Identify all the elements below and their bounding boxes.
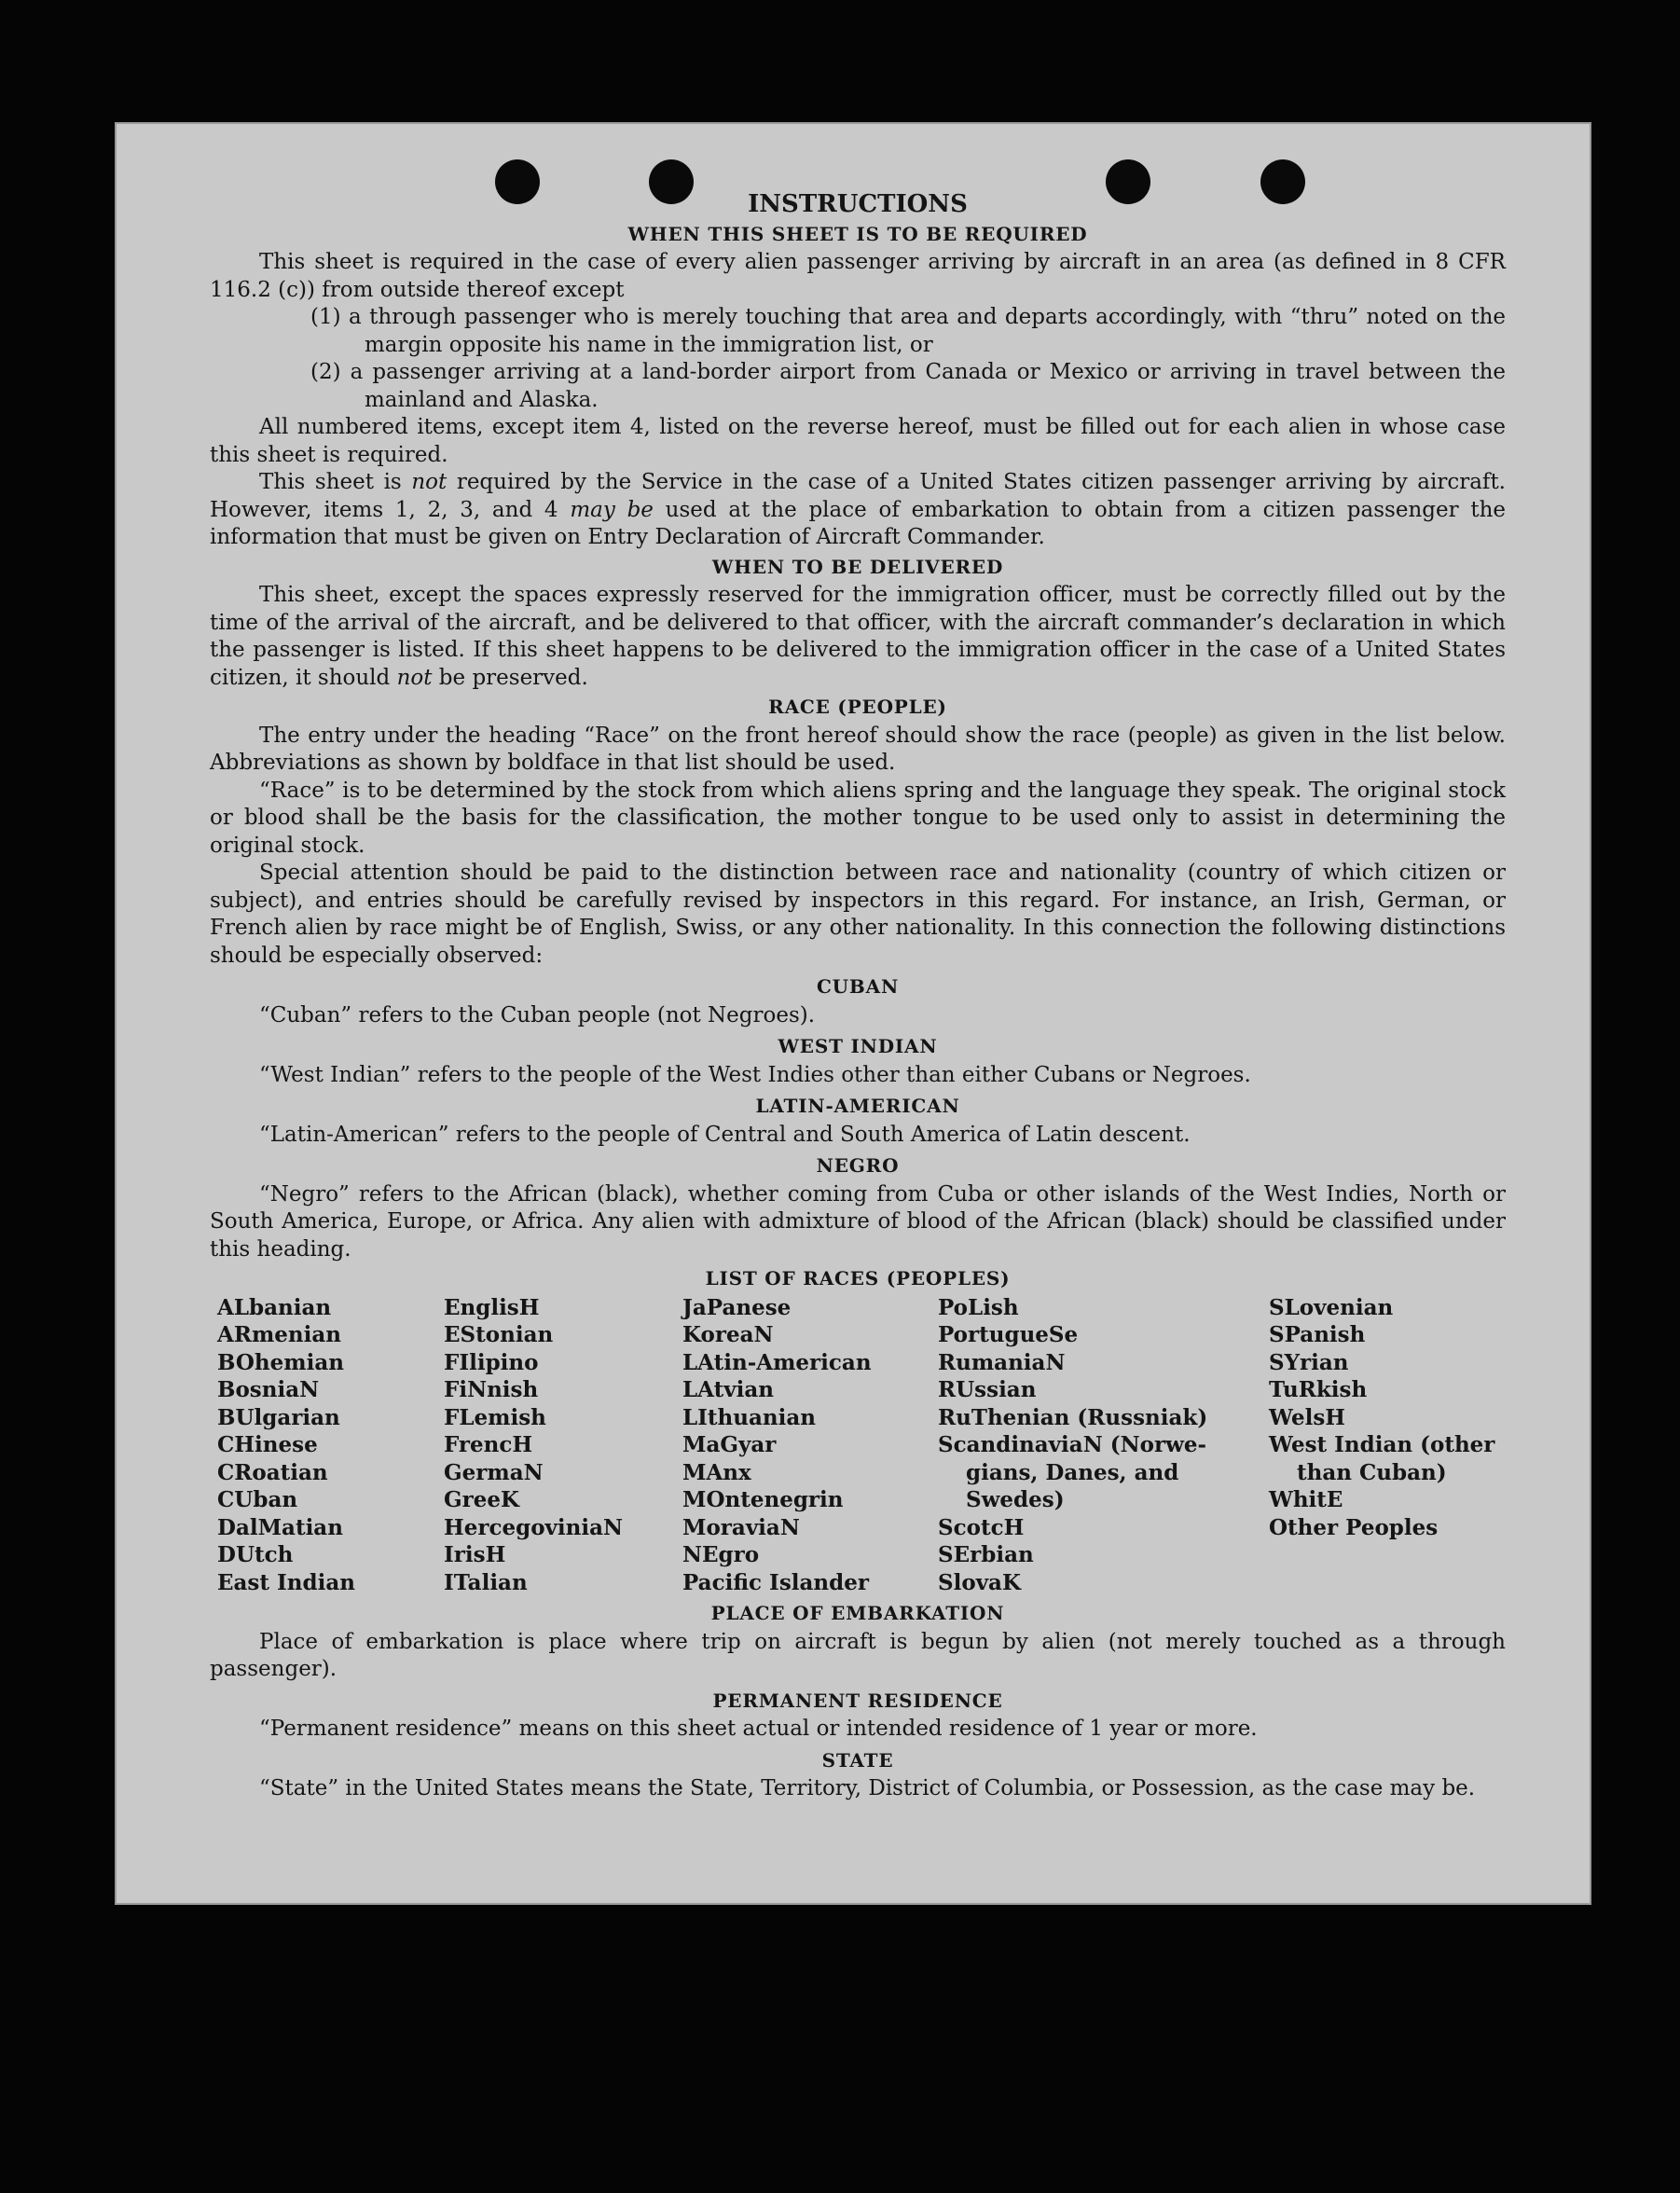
race-item: than Cuban) <box>1297 1459 1447 1485</box>
section-heading: WHEN THIS SHEET IS TO BE REQUIRED <box>627 222 1088 245</box>
race-item: RUssian <box>938 1377 1037 1402</box>
race-item: MoraviaN <box>682 1514 800 1540</box>
race-item: PoLish <box>938 1294 1019 1320</box>
race-item: ScotcH <box>938 1514 1025 1540</box>
exception-item: (1) a through passenger who is merely touching that area and departs accordingly, with “thru” noted on the margin opposite his name in the immigration list, or <box>310 305 1506 357</box>
race-item: WelsH <box>1269 1404 1346 1430</box>
race-item: Other Peoples <box>1269 1514 1439 1540</box>
race-item: MOntenegrin <box>682 1487 844 1512</box>
race-item: FIlipino <box>444 1349 539 1375</box>
page-title: INSTRUCTIONS <box>748 190 968 218</box>
race-item: KoreaN <box>682 1322 774 1347</box>
race-item: CRoatian <box>217 1459 328 1485</box>
race-item: BosniaN <box>217 1377 320 1402</box>
race-item: ALbanian <box>217 1294 332 1320</box>
section-heading: NEGRO <box>816 1154 900 1177</box>
race-column <box>682 1294 938 1597</box>
race-item: Pacific Islander <box>682 1569 869 1595</box>
section-heading: STATE <box>821 1748 894 1772</box>
race-item: EStonian <box>444 1322 554 1347</box>
section-heading: LATIN-AMERICAN <box>755 1095 960 1117</box>
race-item: FiNnish <box>444 1377 539 1402</box>
section-heading: PLACE OF EMBARKATION <box>710 1602 1005 1624</box>
paragraph: Special attention should be paid to the distinction between race and nationality (country of which citizen or subject), and entries should be carefully revised by inspectors in this regard. For instance, an Irish, German, or French alien by race might be of English, Swiss, or any other nationality. In this connection the following distinctions should be especially observed: <box>210 861 1506 968</box>
race-item: gians, Danes, and <box>966 1459 1179 1485</box>
race-item: ARmenian <box>217 1322 342 1347</box>
paragraph: Place of embarkation is place where trip on aircraft is begun by alien (not merely touched as a through passenger). <box>210 1629 1506 1681</box>
race-column <box>444 1294 682 1597</box>
race-item: EnglisH <box>444 1294 540 1320</box>
paragraph: This sheet is required in the case of every alien passenger arriving by aircraft in an area (as defined in 8 CFR 116.2 (c)) from outside thereof except <box>210 250 1506 302</box>
paragraph: “Cuban” refers to the Cuban people (not Negroes). <box>259 1002 816 1028</box>
section-heading: WHEN TO BE DELIVERED <box>711 555 1004 578</box>
race-item: RuThenian (Russniak) <box>938 1404 1208 1430</box>
race-item: TuRkish <box>1269 1377 1368 1402</box>
instructions-body <box>210 191 1506 1803</box>
race-item: Swedes) <box>966 1487 1065 1512</box>
race-item: BUlgarian <box>217 1404 340 1430</box>
paragraph: This sheet, except the spaces expressly reserved for the immigration officer, must be correctly filled out by the time of the arrival of the aircraft, and be delivered to that officer, with the aircraft commander’s declaration in which the passenger is listed. If this sheet happens to be delivered to the immigration officer in the case of a United States citizen, it should not be preserved. <box>210 583 1506 690</box>
instruction-sheet <box>117 124 1590 1903</box>
race-column <box>938 1294 1269 1597</box>
paragraph: “Negro” refers to the African (black), whether coming from Cuba or other islands of the West Indies, North or South America, Europe, or Africa. Any alien with admixture of blood of the African (black) should be classified under this heading. <box>210 1181 1506 1262</box>
race-item: MAnx <box>682 1459 751 1485</box>
paragraph: “Permanent residence” means on this sheet actual or intended residence of 1 year or more. <box>259 1717 1258 1741</box>
section-heading: CUBAN <box>816 975 900 998</box>
race-item: BOhemian <box>217 1349 344 1375</box>
race-item: PortugueSe <box>938 1322 1079 1347</box>
section-heading: PERMANENT RESIDENCE <box>712 1689 1003 1712</box>
race-item: SYrian <box>1269 1349 1349 1375</box>
race-item: SLovenian <box>1269 1294 1394 1320</box>
paragraph: All numbered items, except item 4, listed on the reverse hereof, must be filled out for each alien in whose case this sheet is required. <box>210 415 1506 467</box>
race-item: ITalian <box>444 1569 528 1595</box>
race-item: HercegoviniaN <box>444 1514 624 1540</box>
paragraph: The entry under the heading “Race” on the front hereof should show the race (people) as given in the list below. Abbreviations as shown by boldface in that list should be used. <box>210 723 1506 775</box>
race-item: MaGyar <box>682 1432 777 1457</box>
race-item: DUtch <box>217 1542 294 1567</box>
race-item: FrencH <box>444 1432 533 1457</box>
race-item: NEgro <box>682 1542 760 1567</box>
race-item: LAtin-American <box>682 1349 872 1375</box>
race-item: CUban <box>217 1487 298 1512</box>
section-heading: LIST OF RACES (PEOPLES) <box>705 1267 1011 1290</box>
race-item: GermaN <box>444 1459 544 1485</box>
race-item: IrisH <box>444 1542 506 1567</box>
paragraph: This sheet is not required by the Service in the case of a United States citizen passenger arriving by aircraft. However, items 1, 2, 3, and 4 may be used at the place of embarkation to obtain from a citizen passenger the information that must be given on Entry Declaration of Aircraft Commander. <box>210 470 1506 549</box>
race-item: FLemish <box>444 1404 546 1430</box>
race-item: GreeK <box>444 1487 520 1512</box>
race-column <box>217 1294 444 1597</box>
race-item: LAtvian <box>682 1377 774 1402</box>
paragraph: “Race” is to be determined by the stock from which aliens spring and the language they speak. The original stock or blood shall be the basis for the classification, the mother tongue to be used only to assist in determining the original stock. <box>210 778 1506 858</box>
race-item: CHinese <box>217 1432 318 1457</box>
paragraph: “Latin-American” refers to the people of Central and South America of Latin descent. <box>259 1122 1191 1147</box>
race-item: SlovaK <box>938 1569 1021 1595</box>
race-list <box>217 1294 1506 1597</box>
section-heading: RACE (PEOPLE) <box>768 696 947 718</box>
race-column <box>1269 1294 1502 1597</box>
race-item: East Indian <box>217 1569 355 1595</box>
race-item: ScandinaviaN (Norwe- <box>938 1432 1207 1457</box>
paragraph: “West Indian” refers to the people of the West Indies other than either Cubans or Negroes. <box>259 1062 1251 1087</box>
race-item: DalMatian <box>217 1514 343 1540</box>
race-item: LIthuanian <box>682 1404 816 1430</box>
section-heading: WEST INDIAN <box>778 1035 938 1057</box>
exception-item: (2) a passenger arriving at a land-border airport from Canada or Mexico or arriving in travel between the mainland and Alaska. <box>310 360 1506 412</box>
race-item: WhitE <box>1269 1487 1343 1512</box>
paragraph: “State” in the United States means the State, Territory, District of Columbia, or Possession, as the case may be. <box>259 1776 1476 1800</box>
race-item: RumaniaN <box>938 1349 1066 1375</box>
race-item: West Indian (other <box>1269 1432 1495 1457</box>
race-item: SErbian <box>938 1542 1034 1567</box>
race-item: SPanish <box>1269 1322 1366 1347</box>
race-item: JaPanese <box>682 1294 792 1320</box>
